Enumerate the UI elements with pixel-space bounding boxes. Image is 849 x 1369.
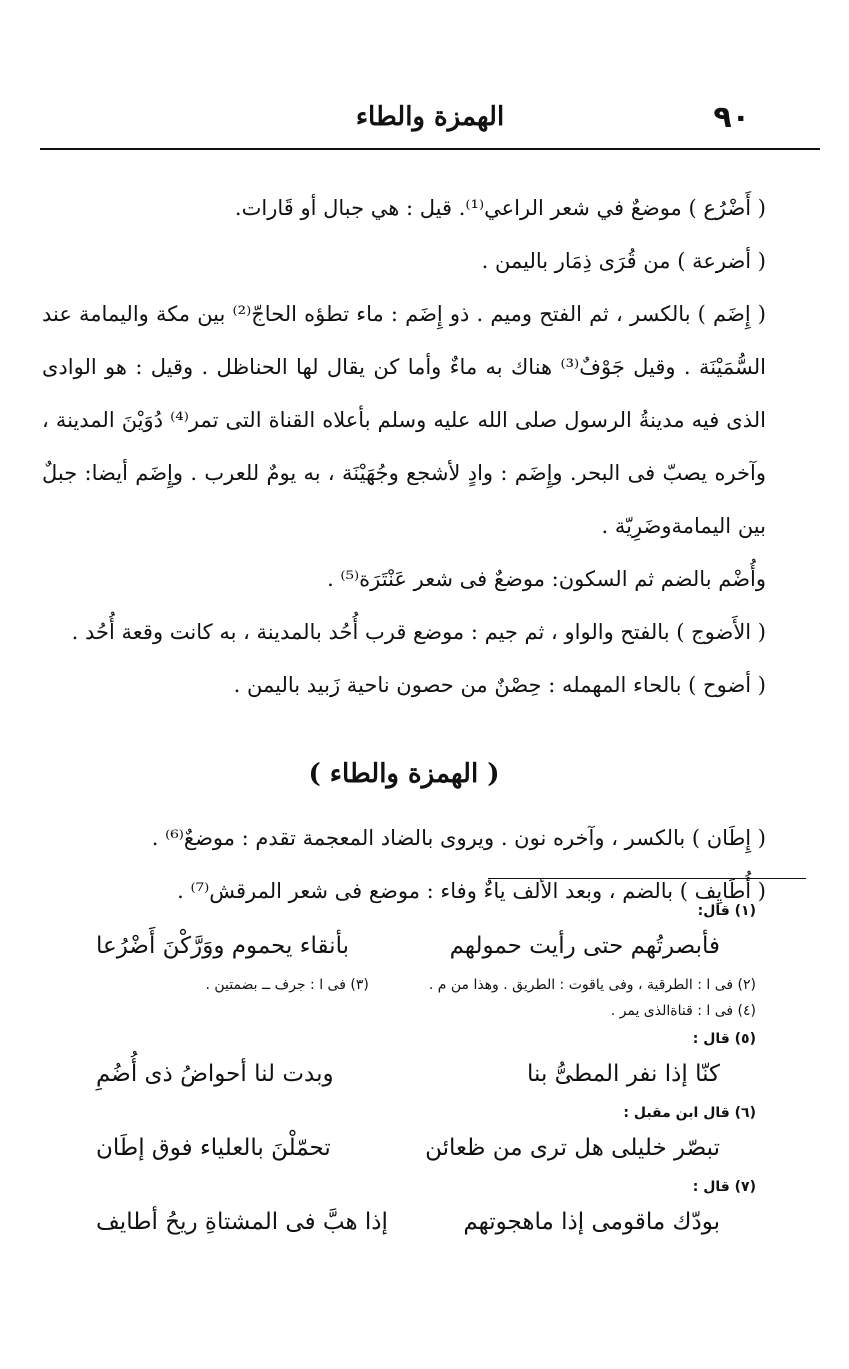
entry-adraa: ( أضرعة ) من قُرَى ذِمَار باليمن . [481,249,766,273]
verse-hemistich: فأبصرتُهم حتى رأيت حمولهم [449,933,720,959]
footnote-2-3-row [60,974,756,996]
verse-hemistich: وبدت لنا أحواضُ ذى أُضُمِ [96,1061,334,1087]
header-rule [40,148,820,150]
footnote-7-verse [60,1202,756,1242]
section-title: ( الهمزة والطاء ) [308,759,500,789]
footnote-7 [60,1176,756,1242]
verse-hemistich: بودّك ماقومى إذا ماهجوتهم [463,1209,720,1235]
page-number: ٩٠ [713,100,750,135]
entry-udm: وأُضْم بالضم ثم السكون: موضعٌ فى شعر عَنْتَرَة⁽⁵⁾ . [327,567,766,591]
footnote-1-label: (١) قال: [697,903,756,919]
entry-utayif: ( أُطَايِف ) بالضم ، وبعد الألف ياءٌ وفاء : موضع فى شعر المرقش⁽⁷⁾ . [177,879,766,903]
verse-hemistich: إذا هبَّ فى المشتاةِ ريحُ أطايف [96,1209,388,1235]
entry-al-adwaj: ( الأَضوج ) بالفتح والواو ، ثم جيم : موضع قرب أُحُد بالمدينة ، به كانت وقعة أُحُد . [71,620,766,644]
verse-hemistich: بأنقاء يحموم ووَرَّكْنَ أَضْرُعا [96,933,349,959]
footnote-3: (٣) فى ا : جرف ــ بضمتين . [205,977,369,993]
footnote-6 [60,1102,756,1168]
running-title: الهمزة والطاء [355,102,505,132]
verse-hemistich: تحمّلْنَ بالعلياء فوق إطَان [96,1135,331,1161]
footnote-6-verse [60,1128,756,1168]
page-header [40,96,820,136]
footnote-5 [60,1028,756,1094]
footnote-6-label: (٦) قال ابن مقبل : [623,1105,756,1121]
verse-hemistich: كنّا إذا نفر المطىُّ بنا [527,1061,720,1087]
footnote-5-verse [60,1054,756,1094]
entry-adwah: ( أضوح ) بالحاء المهمله : حِصْنٌ من حصون ناحية زَبيد باليمن . [233,673,766,697]
footnote-4: (٤) فى ا : قناةالذى يمر . [610,1003,756,1019]
footnote-7-label: (٧) قال : [692,1179,756,1195]
footnote-5-label: (٥) قال : [692,1031,756,1047]
entry-itan: ( إِطَان ) بالكسر ، وآخره نون . ويروى بالضاد المعجمة تقدم : موضعٌ⁽⁶⁾ . [151,826,766,850]
main-text [42,182,766,918]
footnotes [60,900,756,1250]
footnote-1-verse [60,926,756,966]
entry-adru: ( أَضْرُع ) موضعٌ في شعر الراعي⁽¹⁾. قيل : هي جبال أو قَارات. [234,196,766,220]
verse-hemistich: تبصّر خليلى هل ترى من ظعائن [425,1135,720,1161]
footnote-1 [60,900,756,966]
footnote-rule [488,878,806,879]
footnote-2: (٢) فى ا : الطرقية ، وفى ياقوت : الطريق . وهذا من م . [428,977,756,993]
entry-idam: ( إِضَم ) بالكسر ، ثم الفتح وميم . ذو إِضَم : ماء تطؤه الحاجّ⁽²⁾ بين مكة واليمامة عند السُّمَيْنَة . وقيل جَوْفٌ⁽³⁾ هناك به ماءٌ وأما كن يقال لها الحناظل . وقيل : هو الوادى الذى فيه مدينةُ الرسول صلى الله عليه وسلم بأعلاه القناة التى تمر⁽⁴⁾ دُوَيْنَ المدينة ، وآخره يصبّ فى البحر. وإِضَم : وادٍ لأشجع وجُهَيْنَة ، به يومٌ للعرب . وإِضَم أيضا: جبلٌ بين اليمامةوضَرِيّة . [42,302,767,538]
